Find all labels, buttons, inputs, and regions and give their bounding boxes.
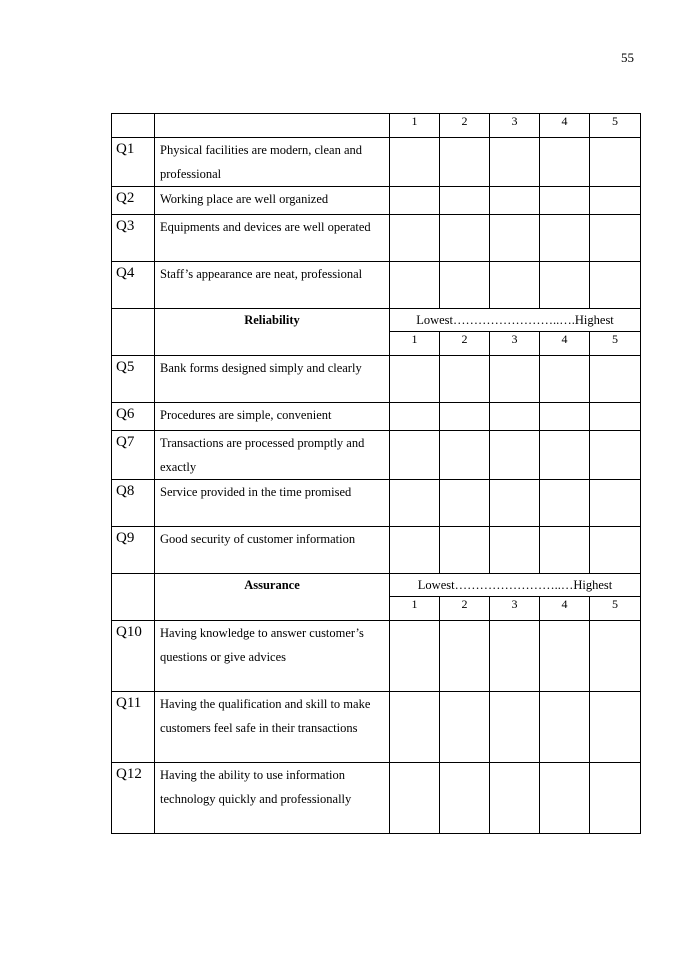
scale-value: 5 [590, 597, 641, 621]
rating-cell-3[interactable] [490, 692, 540, 763]
question-row [112, 187, 641, 215]
question-text: Having the ability to use information technology quickly and professionally [155, 763, 390, 834]
scale-header-row [112, 114, 641, 138]
rating-cell-4[interactable] [540, 692, 590, 763]
page-number: 55 [621, 50, 634, 65]
rating-cell-3[interactable] [490, 215, 540, 262]
question-text: Physical facilities are modern, clean and professional [155, 138, 390, 187]
rating-cell-2[interactable] [440, 527, 490, 574]
rating-cell-2[interactable] [440, 262, 490, 309]
scale-value: 1 [390, 332, 440, 356]
rating-cell-5[interactable] [590, 621, 641, 692]
rating-cell-3[interactable] [490, 138, 540, 187]
rating-cell-5[interactable] [590, 215, 641, 262]
rating-cell-1[interactable] [390, 621, 440, 692]
rating-cell-4[interactable] [540, 187, 590, 215]
rating-cell-4[interactable] [540, 621, 590, 692]
rating-cell-1[interactable] [390, 692, 440, 763]
scale-value: 1 [390, 114, 440, 138]
question-text: Staff’s appearance are neat, professional [155, 262, 390, 309]
rating-cell-1[interactable] [390, 262, 440, 309]
rating-cell-4[interactable] [540, 215, 590, 262]
section-title-assurance: Assurance [155, 574, 390, 621]
rating-cell-4[interactable] [540, 262, 590, 309]
rating-cell-5[interactable] [590, 356, 641, 403]
rating-cell-1[interactable] [390, 138, 440, 187]
blank-cell [112, 574, 155, 621]
question-text: Transactions are processed promptly and exactly [155, 431, 390, 480]
rating-cell-2[interactable] [440, 621, 490, 692]
question-text: Bank forms designed simply and clearly [155, 356, 390, 403]
scale-value: 5 [590, 114, 641, 138]
section-header-row [112, 309, 641, 332]
rating-cell-2[interactable] [440, 403, 490, 431]
rating-cell-4[interactable] [540, 356, 590, 403]
rating-cell-4[interactable] [540, 763, 590, 834]
question-text: Working place are well organized [155, 187, 390, 215]
question-id: Q10 [112, 621, 155, 692]
rating-cell-1[interactable] [390, 403, 440, 431]
rating-cell-5[interactable] [590, 527, 641, 574]
question-text: Good security of customer information [155, 527, 390, 574]
question-id: Q11 [112, 692, 155, 763]
question-id: Q5 [112, 356, 155, 403]
rating-cell-4[interactable] [540, 138, 590, 187]
scale-value: 4 [540, 597, 590, 621]
question-text: Service provided in the time promised [155, 480, 390, 527]
rating-cell-2[interactable] [440, 138, 490, 187]
scale-value: 5 [590, 332, 641, 356]
rating-cell-1[interactable] [390, 480, 440, 527]
question-row [112, 527, 641, 574]
rating-cell-5[interactable] [590, 431, 641, 480]
question-row [112, 356, 641, 403]
rating-cell-2[interactable] [440, 480, 490, 527]
question-id: Q8 [112, 480, 155, 527]
rating-cell-4[interactable] [540, 527, 590, 574]
survey-table [111, 113, 641, 834]
rating-cell-5[interactable] [590, 480, 641, 527]
rating-cell-3[interactable] [490, 356, 540, 403]
rating-cell-3[interactable] [490, 262, 540, 309]
rating-cell-2[interactable] [440, 215, 490, 262]
rating-cell-2[interactable] [440, 356, 490, 403]
rating-cell-3[interactable] [490, 187, 540, 215]
scale-value: 4 [540, 114, 590, 138]
rating-cell-5[interactable] [590, 262, 641, 309]
scale-value: 3 [490, 332, 540, 356]
rating-cell-1[interactable] [390, 763, 440, 834]
blank-cell [155, 114, 390, 138]
rating-cell-4[interactable] [540, 431, 590, 480]
rating-cell-2[interactable] [440, 692, 490, 763]
rating-cell-1[interactable] [390, 527, 440, 574]
question-row [112, 431, 641, 480]
question-id: Q7 [112, 431, 155, 480]
rating-cell-3[interactable] [490, 431, 540, 480]
section-header-row [112, 574, 641, 597]
question-row [112, 480, 641, 527]
rating-cell-3[interactable] [490, 763, 540, 834]
rating-cell-1[interactable] [390, 187, 440, 215]
rating-cell-5[interactable] [590, 763, 641, 834]
rating-cell-5[interactable] [590, 403, 641, 431]
question-row [112, 692, 641, 763]
rating-cell-2[interactable] [440, 187, 490, 215]
rating-cell-2[interactable] [440, 431, 490, 480]
rating-cell-5[interactable] [590, 187, 641, 215]
question-row [112, 621, 641, 692]
rating-cell-1[interactable] [390, 356, 440, 403]
scale-value: 3 [490, 597, 540, 621]
rating-cell-1[interactable] [390, 431, 440, 480]
question-id: Q12 [112, 763, 155, 834]
scale-value: 4 [540, 332, 590, 356]
question-id: Q2 [112, 187, 155, 215]
question-id: Q9 [112, 527, 155, 574]
rating-cell-4[interactable] [540, 403, 590, 431]
question-id: Q1 [112, 138, 155, 187]
rating-cell-2[interactable] [440, 763, 490, 834]
question-row [112, 763, 641, 834]
scale-range-label: Lowest……………………..….Highest [390, 309, 641, 332]
question-id: Q6 [112, 403, 155, 431]
scale-value: 2 [440, 114, 490, 138]
question-text: Procedures are simple, convenient [155, 403, 390, 431]
scale-range-label: Lowest……………………..…Highest [390, 574, 641, 597]
rating-cell-3[interactable] [490, 621, 540, 692]
rating-cell-3[interactable] [490, 527, 540, 574]
rating-cell-3[interactable] [490, 403, 540, 431]
question-row [112, 403, 641, 431]
scale-value: 3 [490, 114, 540, 138]
question-id: Q4 [112, 262, 155, 309]
question-text: Equipments and devices are well operated [155, 215, 390, 262]
section-title-reliability: Reliability [155, 309, 390, 356]
scale-value: 2 [440, 332, 490, 356]
blank-cell [112, 309, 155, 356]
question-id: Q3 [112, 215, 155, 262]
rating-cell-3[interactable] [490, 480, 540, 527]
blank-cell [112, 114, 155, 138]
scale-value: 2 [440, 597, 490, 621]
rating-cell-4[interactable] [540, 480, 590, 527]
question-text: Having the qualification and skill to make customers feel safe in their transactions [155, 692, 390, 763]
question-row [112, 262, 641, 309]
question-row [112, 215, 641, 262]
question-row [112, 138, 641, 187]
question-text: Having knowledge to answer customer’s questions or give advices [155, 621, 390, 692]
scale-value: 1 [390, 597, 440, 621]
rating-cell-1[interactable] [390, 215, 440, 262]
rating-cell-5[interactable] [590, 692, 641, 763]
rating-cell-5[interactable] [590, 138, 641, 187]
